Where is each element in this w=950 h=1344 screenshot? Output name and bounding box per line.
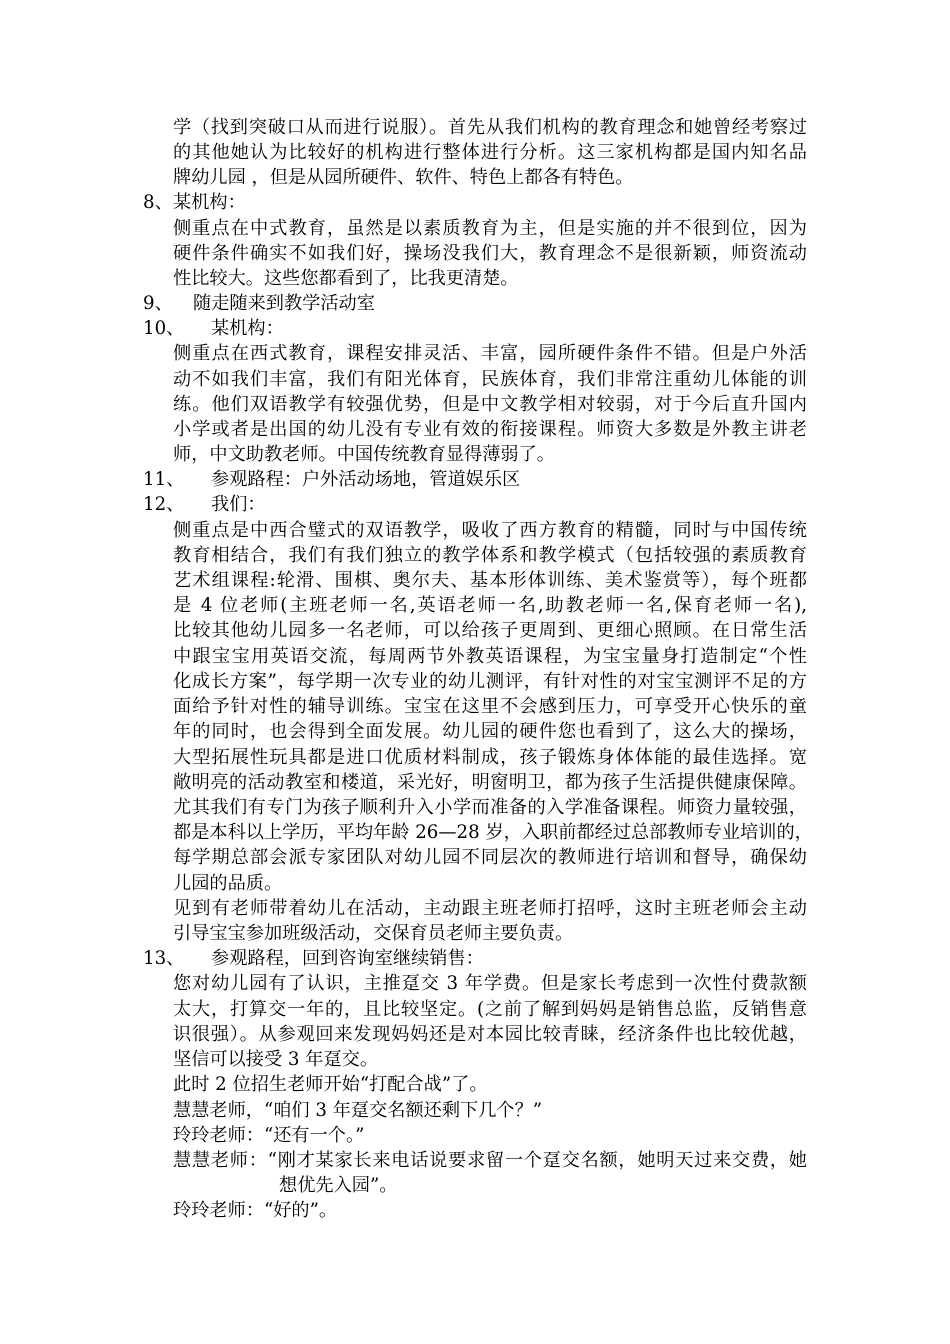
list-item-title: 参观路程：户外活动场地，管道娱乐区 (211, 469, 521, 490)
list-number: 13、 (143, 948, 185, 969)
list-item-title: 某机构： (211, 318, 284, 339)
list-item-title: 参观路程，回到咨询室继续销售： (211, 948, 484, 969)
list-item-title: 我们： (211, 494, 266, 515)
list-item-title: 某机构： (173, 192, 246, 213)
list-number: 9、 (143, 293, 173, 314)
list-number: 10、 (143, 318, 185, 339)
list-number: 8、 (143, 192, 173, 213)
document-page: 学（找到突破口从而进行说服）。首先从我们机构的教育理念和她曾经考察过 的其他她认为比较好的机构进行整体进行分析。这三家机构都是国内知名品 牌幼儿园 ，但是从园所硬件、软件、特色上都各有特色。 8、 某机构： 侧重点在中式教育，虽然是以素质教育为主，但是实施的并不很到位，因为 硬件条件确实不如我们好，操场没我们大，教育理念不是很新颖，师资流动 性比较大。这些您都看到了，比我更清楚。 9、 随走随来到教学活动室 10、 某机构： 侧重点在西式教育，课程安排灵活、丰富，园所硬件条件不错。但是户外活 动不如我们丰富，我们有阳光体育，民族体育，我们非常注重幼儿体能的训 练。他们双语教学有较强优势，但是中文教学相对较弱，对于今后直升国内 小学或者是出国的幼儿没有专业有效的衔接课程。师资大多数是外教主讲老 师，中文助教老师。中国传统教育显得薄弱了。 11、 参观路程：户外活动场地，管道娱乐区 12、 我们： 侧重点是中西合璧式的双语教学，吸收了西方教育的精髓，同时与中国传统 教育相结合，我们有我们独立的教学体系和教学模式（包括较强的素质教育 艺术组课程:轮滑、围棋、奥尔夫、基本形体训练、美术鉴赏等），每个班都 是 4 位老师(主班老师一名,英语老师一名,助教老师一名,保育老师一名), 比较其他幼儿园多一名老师，可以给孩子更周到、更细心照顾。在日常生活 中跟宝宝用英语交流，每周两节外教英语课程，为宝宝量身打造制定“个性 化成长方案”，每学期一次专业的幼儿测评，有针对性的对宝宝测评不足的方 面给予针对性的辅导训练。宝宝在这里不会感到压力，可享受开心快乐的童 年的同时，也会得到全面发展。幼儿园的硬件您也看到了，这么大的操场， 大型拓展性玩具都是进口优质材料制成，孩子锻炼身体体能的最佳选择。宽 敞明亮的活动教室和楼道，采光好，明窗明卫，都为孩子生活提供健康保障。 尤其我们有专门为孩子顺利升入小学而准备的入学准备课程。师资力量较强， 都是本科以上学历，平均年龄 26—28 岁，入职前都经过总部教师专业培训的， 每学期总部会派专家团队对幼儿园不同层次的教师进行培训和督导，确保幼 儿园的品质。 见到有老师带着幼儿在活动，主动跟主班老师打招呼，这时主班老师会主动 引导宝宝参加班级活动，交保育员老师主要负责。 13、 参观路程，回到咨询室继续销售： 您对幼儿园有了认识，主推趸交 3 年学费。但是家长考虑到一次性付费款额 太大，打算交一年的，且比较坚定。(之前了解到妈妈是销售总监，反销售意 识很强）。从参观回来发现妈妈还是对本园比较青睐，经济条件也比较优越， 坚信可以接受 3 年趸交。 此时 2 位招生老师开始“打配合战”了。 慧慧老师，“咱们 3 年趸交名额还剩下几个？” 玲玲老师：“还有一个。” 慧慧老师：“刚才某家长来电话说要求留一个趸交名额，她明天过来交费，她 想优先入园”。 玲玲老师：“好的”。 (143, 117, 813, 1221)
list-item-title: 随走随来到教学活动室 (193, 293, 375, 314)
list-number: 11、 (143, 469, 185, 490)
list-number: 12、 (143, 494, 185, 515)
